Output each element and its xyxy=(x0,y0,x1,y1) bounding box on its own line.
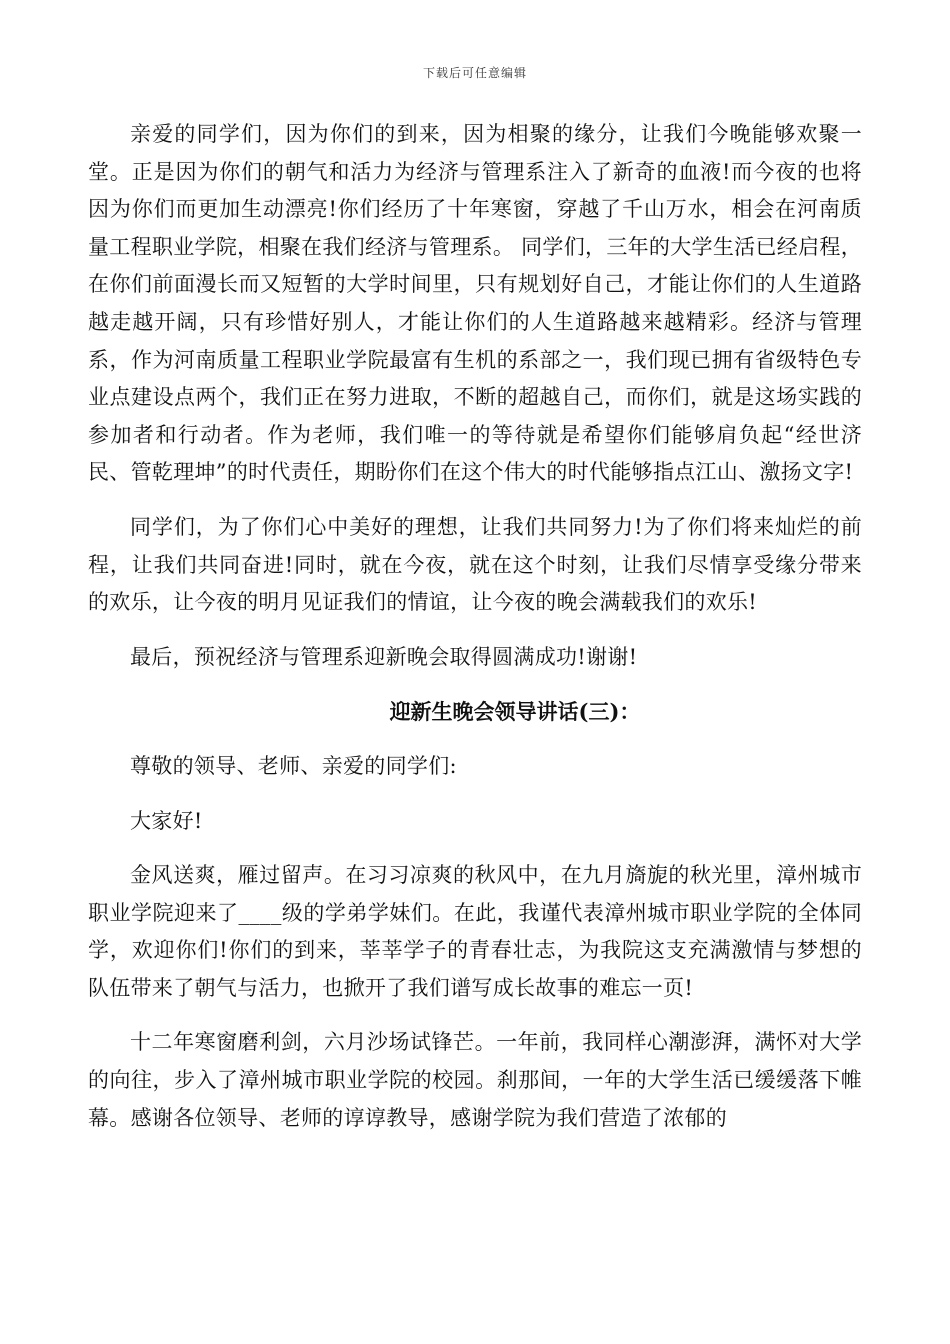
section-title: 迎新生晚会领导讲话(三)： xyxy=(389,699,641,725)
paragraph-reflection: 十二年寒窗磨利剑，六月沙场试锋芒。一年前，我同样心潮澎湃，满怀对大学的向往，步入了漳州城市职业学院的校园。刹那间，一年的大学生活已缓缓落下帷幕。感谢各位领导、老师的谆谆教导，感谢学院为我们营造了浓郁的 xyxy=(88,1030,862,1130)
page-header: 下载后可任意编辑 xyxy=(422,66,527,80)
paragraph-salutation: 尊敬的领导、老师、亲爱的同学们: xyxy=(130,753,457,778)
paragraph-greeting: 大家好! xyxy=(130,808,203,833)
paragraph-closing: 最后，预祝经济与管理系迎新晚会取得圆满成功!谢谢! xyxy=(130,644,638,669)
paragraph-autumn-welcome: 金风送爽，雁过留声。在习习凉爽的秋风中，在九月旖旎的秋光里，漳州城市职业学院迎来了____级的学弟学妹们。在此，我谨代表漳州城市职业学院的全体同学，欢迎你们!你们的到来，莘莘学子的青春壮志，为我院这支充满激情与梦想的队伍带来了朝气与活力，也掀开了我们谱写成长故事的难忘一页! xyxy=(88,863,862,1000)
paragraph-encouragement: 同学们，为了你们心中美好的理想，让我们共同努力!为了你们将来灿烂的前程，让我们共同奋进!同时，就在今夜，就在这个时刻，让我们尽情享受缘分带来的欢乐，让今夜的明月见证我们的情谊，让今夜的晚会满载我们的欢乐! xyxy=(88,514,862,615)
document-body xyxy=(88,116,862,1154)
paragraph-welcome: 亲爱的同学们，因为你们的到来，因为相聚的缘分，让我们今晚能够欢聚一堂。正是因为你们的朝气和活力为经济与管理系注入了新奇的血液!而今夜的也将因为你们而更加生动漂亮!你们经历了十年寒窗，穿越了千山万水，相会在河南质量工程职业学院，相聚在我们经济与管理系。 同学们，三年的大学生活已经启程，在你们前面漫长而又短暂的大学时间里，只有规划好自己，才能让你们的人生道路越走越开阔，只有珍惜好别人，才能让你们的人生道路越来越精彩。经济与管理系，作为河南质量工程职业学院最富有生机的系部之一，我们现已拥有省级特色专业点建设点两个，我们正在努力进取，不断的超越自己，而你们，就是这场实践的参加者和行动者。作为老师，我们唯一的等待就是希望你们能够肩负起“经世济民、管乾理坤”的时代责任，期盼你们在这个伟大的时代能够指点江山、激扬文字! xyxy=(88,122,862,485)
